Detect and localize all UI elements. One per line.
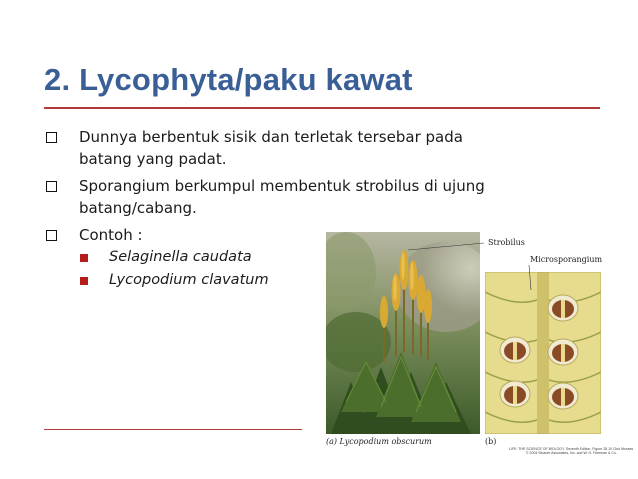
- slide-title: 2. Lycophyta/paku kawat: [44, 62, 413, 97]
- bullet-text-line: Sporangium berkumpul membentuk strobilus di ujung: [79, 177, 485, 195]
- sub-bullet-text: Lycopodium clavatum: [109, 272, 269, 288]
- title-divider: [44, 107, 600, 109]
- square-bullet-icon: [80, 277, 88, 285]
- microsporangium-label: Microsporangium: [530, 255, 603, 264]
- figure-caption-b: (b): [485, 437, 497, 446]
- figure-credit-copyright: © 2004 Sinauer Associates, Inc. and W. H. Freeman & Co.: [526, 451, 617, 455]
- bullet-text-line: batang yang padat.: [79, 150, 227, 168]
- checkbox-bullet-icon: [46, 132, 57, 143]
- bullet-text-line: batang/cabang.: [79, 199, 197, 217]
- figure-caption-a: (a) Lycopodium obscurum: [326, 437, 432, 446]
- checkbox-bullet-icon: [46, 181, 57, 192]
- bullet-text-line: Contoh :: [79, 226, 143, 244]
- label-leader-lines: [326, 232, 624, 457]
- figure-credit: LIFE: THE SCIENCE OF BIOLOGY, Seventh Edition, Figure 28.10 Club Mosses: [509, 447, 634, 451]
- lycopodium-figure: [326, 232, 634, 457]
- sub-bullet-text: Selaginella caudata: [109, 249, 252, 265]
- strobilus-label: Strobilus: [488, 238, 525, 247]
- bottom-divider: [44, 429, 302, 430]
- checkbox-bullet-icon: [46, 230, 57, 241]
- bullet-text-line: Dunnya berbentuk sisik dan terletak tersebar pada: [79, 128, 463, 146]
- square-bullet-icon: [80, 254, 88, 262]
